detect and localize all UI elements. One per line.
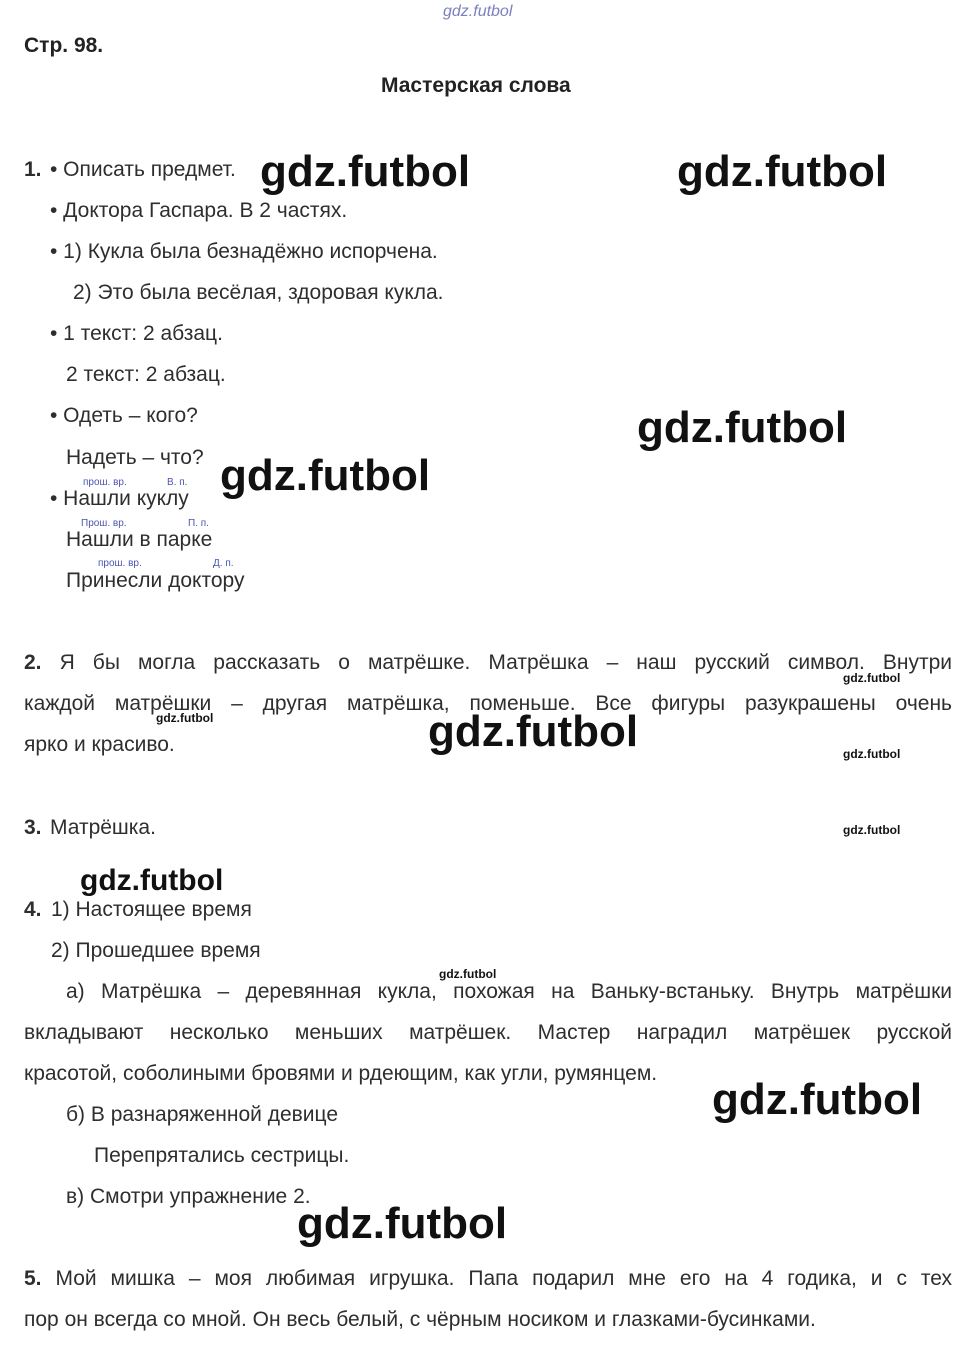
watermark-small: gdz.futbol bbox=[843, 823, 901, 837]
tense-annotation: прош. вр. bbox=[98, 558, 142, 569]
task-line: • Описать предмет. bbox=[50, 158, 236, 181]
task-line: • Доктора Гаспара. В 2 частях. bbox=[50, 199, 348, 222]
case-annotation: П. п. bbox=[188, 518, 209, 529]
watermark-small: gdz.futbol bbox=[843, 671, 901, 685]
watermark: gdz.futbol bbox=[220, 451, 431, 500]
line-text: Я бы могла рассказать о матрёшке. Матрёшка – наш русский символ. Внутри bbox=[59, 651, 952, 674]
task-number: 5. bbox=[24, 1267, 42, 1290]
task-line: б) В разнаряженной девице bbox=[66, 1103, 338, 1126]
watermark-small: gdz.futbol bbox=[843, 747, 901, 761]
task-line: • 1 текст: 2 абзац. bbox=[50, 322, 223, 345]
paragraph-line: ярко и красиво. bbox=[24, 733, 175, 756]
task-line: 2 текст: 2 абзац. bbox=[66, 363, 226, 386]
task-line: Нашли в парке bbox=[66, 528, 213, 551]
task-line: 2) Прошедшее время bbox=[51, 939, 261, 962]
watermark: gdz.futbol bbox=[260, 147, 471, 196]
watermark: gdz.futbol bbox=[297, 1199, 508, 1248]
watermark: gdz.futbol bbox=[80, 864, 224, 897]
task-line: Принесли доктору bbox=[66, 569, 245, 592]
watermark: gdz.futbol bbox=[637, 403, 848, 452]
task-line: Надеть – что? bbox=[66, 446, 204, 469]
task-line: • Одеть – кого? bbox=[50, 404, 198, 427]
task-number: 1. bbox=[24, 158, 42, 181]
case-annotation: В. п. bbox=[167, 477, 188, 488]
task-line: Перепрятались сестрицы. bbox=[94, 1144, 350, 1167]
paragraph-line: каждой матрёшки – другая матрёшка, поменьше. Все фигуры разукрашены очень bbox=[24, 692, 952, 715]
page-title: Мастерская слова bbox=[381, 74, 571, 97]
task-line: • Нашли куклу bbox=[50, 487, 189, 510]
line-text: Мой мишка – моя любимая игрушка. Папа подарил мне его на 4 годика, и с тех bbox=[55, 1267, 952, 1290]
page-label: Стр. 98. bbox=[24, 34, 104, 57]
watermark: gdz.futbol bbox=[677, 147, 888, 196]
paragraph-line: а) Матрёшка – деревянная кукла, похожая на Ваньку-встаньку. Внутрь матрёшки bbox=[66, 980, 952, 1003]
tense-annotation: прош. вр. bbox=[83, 477, 127, 488]
watermark-small: gdz.futbol bbox=[156, 711, 214, 725]
task-line: Матрёшка. bbox=[50, 816, 156, 839]
watermark: gdz.futbol bbox=[428, 707, 639, 756]
task-line: 1) Настоящее время bbox=[51, 898, 252, 921]
task-line: • 1) Кукла была безнадёжно испорчена. bbox=[50, 240, 438, 263]
case-annotation: Д. п. bbox=[213, 558, 234, 569]
task-number: 3. bbox=[24, 816, 42, 839]
watermark: gdz.futbol bbox=[712, 1075, 923, 1124]
tense-annotation: Прош. вр. bbox=[81, 518, 127, 529]
task-line: 2) Это была весёлая, здоровая кукла. bbox=[73, 281, 444, 304]
paragraph-line: пор он всегда со мной. Он весь белый, с чёрным носиком и глазками-бусинками. bbox=[24, 1308, 816, 1331]
paragraph-line bbox=[24, 1266, 952, 1292]
task-line: в) Смотри упражнение 2. bbox=[66, 1185, 311, 1208]
paragraph-line: вкладывают несколько меньших матрёшек. Мастер наградил матрёшек русской bbox=[24, 1021, 952, 1044]
watermark-small: gdz.futbol bbox=[439, 967, 497, 981]
task-number: 4. bbox=[24, 898, 42, 921]
watermark-top: gdz.futbol bbox=[443, 3, 513, 20]
task-number: 2. bbox=[24, 651, 42, 674]
paragraph-line bbox=[24, 650, 952, 676]
paragraph-line: красотой, соболиными бровями и рдеющим, как угли, румянцем. bbox=[24, 1062, 658, 1085]
